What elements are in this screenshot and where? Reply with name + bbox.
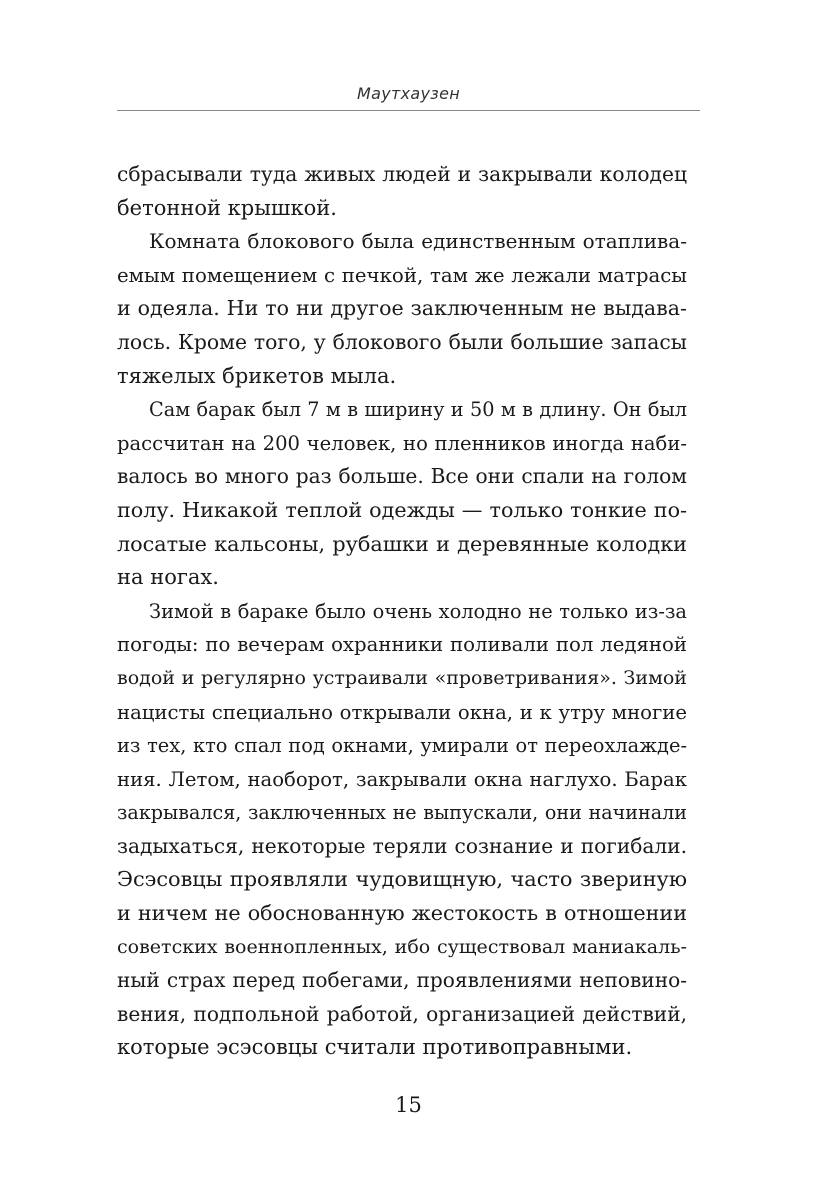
text-line: тяжелых брикетов мыла. <box>117 363 397 388</box>
paragraph-4 <box>117 595 687 1065</box>
text-line: и ничем не обоснованную жестокость в отношении <box>117 901 687 926</box>
running-header: Маутхаузен <box>357 84 460 103</box>
text-line: бетонной крышкой. <box>117 195 337 220</box>
paragraph-3 <box>117 393 687 595</box>
text-line: лось. Кроме того, у блокового были большие запасы <box>117 329 687 354</box>
text-line: Эсэсовцы проявляли чудовищную, часто звериную <box>117 867 687 892</box>
text-line: Зимой в бараке было очень холодно не только из-за <box>149 599 687 623</box>
text-line: валось во много раз больше. Все они спали на голом <box>117 464 687 489</box>
text-line: ния. Летом, наоборот, закрывали окна наглухо. Барак <box>117 767 687 791</box>
text-line: лосатые кальсоны, рубашки и деревянные колодки <box>117 531 687 556</box>
paragraph-1 <box>117 158 687 225</box>
text-line: нацисты специально открывали окна, и к утру многие <box>117 700 687 724</box>
text-line: рассчитан на 200 человек, но пленников иногда наби- <box>117 431 687 455</box>
text-line: ный страх перед побегами, проявлениями неповино- <box>117 968 687 993</box>
text-line: и одеяла. Ни то ни другое заключенным не выдава- <box>117 296 687 321</box>
text-line: вения, подпольной работой, организацией действий, <box>117 1001 687 1026</box>
text-line: советских военнопленных, ибо существовал маниакаль- <box>117 935 687 958</box>
text-line: задыхаться, некоторые теряли сознание и погибали. <box>117 833 687 858</box>
body-text <box>117 158 687 1065</box>
page-number: 15 <box>395 1093 422 1117</box>
header-rule <box>117 110 700 111</box>
text-line: полу. Никакой теплой одежды — только тонкие по- <box>117 497 687 522</box>
text-line: Комната блокового была единственным отаплива- <box>149 229 687 254</box>
paragraph-2 <box>117 225 687 393</box>
text-line: водой и регулярно устраивали «проветривания». Зимой <box>117 666 687 689</box>
text-line: сбрасывали туда живых людей и закрывали колодец <box>117 162 687 186</box>
text-line: на ногах. <box>117 565 219 590</box>
text-line: из тех, кто спал под окнами, умирали от переохлажде- <box>117 734 687 758</box>
text-line: емым помещением с печкой, там же лежали матрасы <box>117 263 687 287</box>
text-line: Сам барак был 7 м в ширину и 50 м в длину. Он был <box>149 398 687 422</box>
text-line: погоды: по вечерам охранники поливали пол ледяной <box>117 633 687 657</box>
text-line: которые эсэсовцы считали противоправными. <box>117 1035 633 1060</box>
text-line: закрывался, заключенных не выпускали, они начинали <box>117 801 687 825</box>
